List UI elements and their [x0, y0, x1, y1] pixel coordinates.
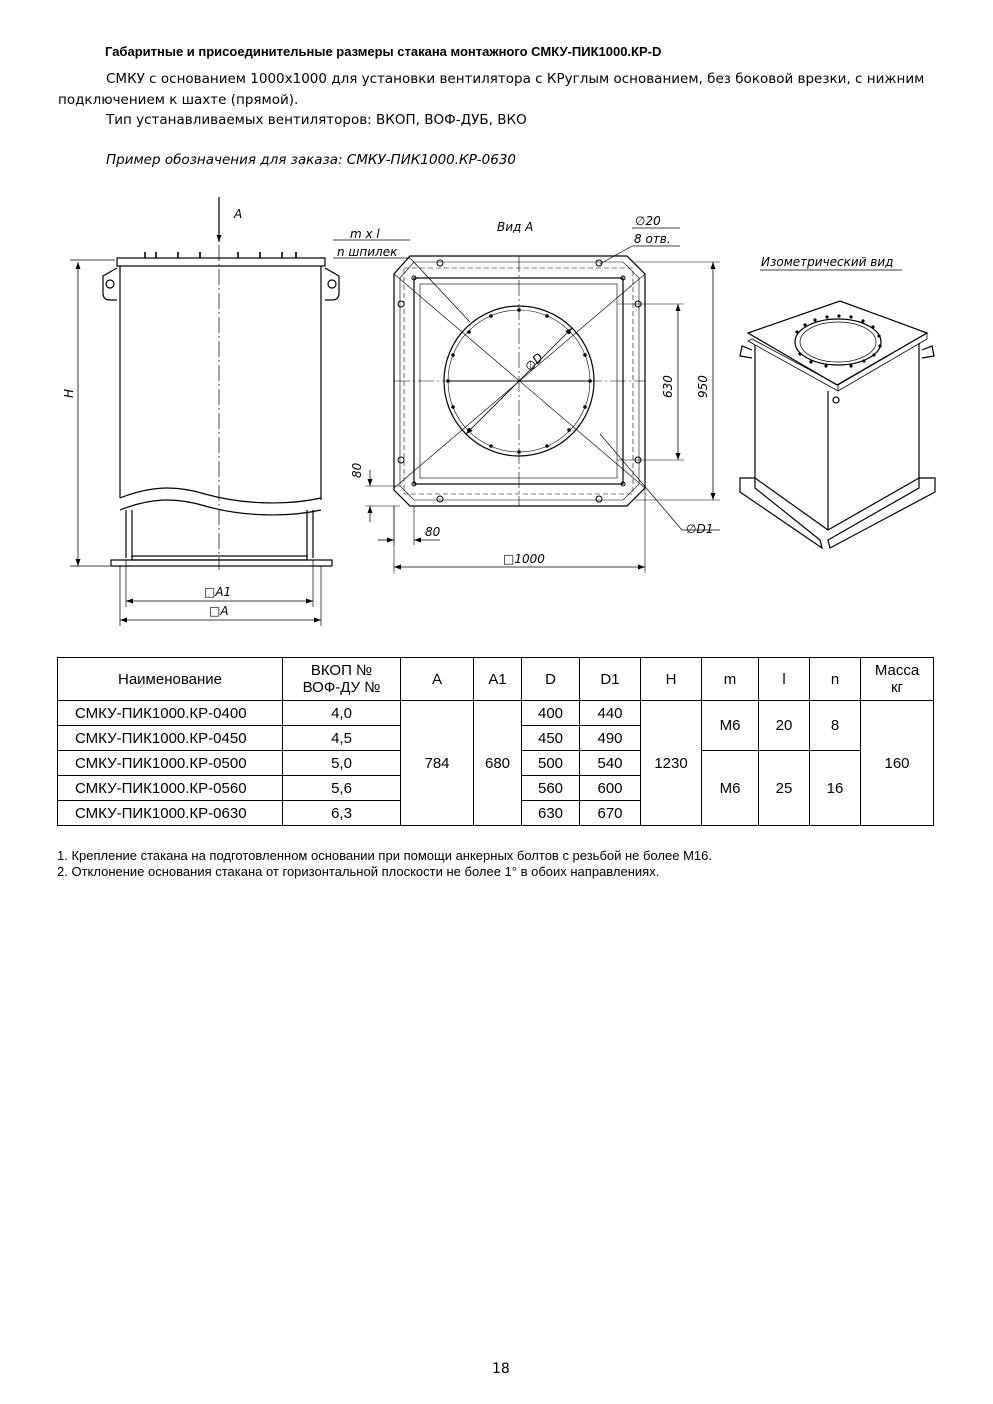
header-mass: Масса кг — [861, 658, 934, 701]
header-m: m — [702, 658, 759, 701]
cell-d1: 670 — [580, 801, 641, 826]
table-row — [58, 701, 934, 726]
cell-fan: 5,6 — [283, 776, 401, 801]
cell-h: 1230 — [641, 701, 702, 826]
view-arrow-label: A — [234, 207, 243, 221]
cell-n-group1: 8 — [810, 701, 861, 751]
studs-label-2: n шпилек — [337, 245, 398, 259]
header-d: D — [522, 658, 580, 701]
dim-80-vertical-label: 80 — [350, 462, 364, 478]
cell-name: СМКУ-ПИК1000.КР-0450 — [58, 726, 283, 751]
a-dim-label: □A — [209, 604, 229, 618]
dim-1000-label: □1000 — [503, 552, 545, 566]
cell-name: СМКУ-ПИК1000.КР-0630 — [58, 801, 283, 826]
technical-drawing — [0, 185, 993, 635]
page-title: Габаритные и присоединительные размеры стакана монтажного СМКУ-ПИК1000.КР-D — [105, 44, 662, 59]
cell-fan: 4,5 — [283, 726, 401, 751]
cell-m-group2: M6 — [702, 751, 759, 826]
description-line-1: СМКУ с основанием 1000х1000 для установки вентилятора с КРуглым основанием, без боковой врезки, с нижним — [106, 71, 925, 87]
header-n: n — [810, 658, 861, 701]
cell-d1: 540 — [580, 751, 641, 776]
cell-a: 784 — [401, 701, 474, 826]
cell-fan: 6,3 — [283, 801, 401, 826]
notes — [57, 848, 712, 880]
cell-name: СМКУ-ПИК1000.КР-0560 — [58, 776, 283, 801]
cell-m-group1: M6 — [702, 701, 759, 751]
cell-d: 630 — [522, 801, 580, 826]
cell-mass: 160 — [861, 701, 934, 826]
fan-types-text: Тип устанавливаемых вентиляторов: ВКОП, ВОФ-ДУБ, ВКО — [106, 112, 527, 128]
note-2: 2. Отклонение основания стакана от горизонтальной плоскости не более 1° в обоих направлениях. — [57, 864, 660, 879]
cell-d1: 490 — [580, 726, 641, 751]
top-view — [333, 228, 720, 573]
a1-dim-label: □A1 — [204, 585, 232, 599]
side-view — [70, 197, 339, 626]
cell-name: СМКУ-ПИК1000.КР-0500 — [58, 751, 283, 776]
iso-view-label: Изометрический вид — [761, 255, 894, 269]
cell-d: 500 — [522, 751, 580, 776]
header-d1: D1 — [580, 658, 641, 701]
order-example-text: Пример обозначения для заказа: СМКУ-ПИК1000.КР-0630 — [106, 152, 516, 168]
holes-label-2: 8 отв. — [634, 232, 671, 246]
iso-studs — [795, 314, 881, 367]
header-h: H — [641, 658, 702, 701]
side-studs — [145, 252, 296, 258]
dim-80-horizontal-label: 80 — [425, 525, 441, 539]
holes-label-1: ∅20 — [635, 214, 661, 228]
specification-table — [57, 657, 934, 826]
cell-d1: 600 — [580, 776, 641, 801]
header-name: Наименование — [58, 658, 283, 701]
iso-view — [740, 301, 935, 548]
cell-l-group1: 20 — [759, 701, 810, 751]
dim-630-label: 630 — [661, 375, 675, 398]
header-fan: ВКОП № ВОФ-ДУ № — [283, 658, 401, 701]
cell-n-group2: 16 — [810, 751, 861, 826]
table-header-row — [58, 658, 934, 701]
note-1: 1. Крепление стакана на подготовленном основании при помощи анкерных болтов с резьбой не более М16. — [57, 848, 712, 863]
header-l: l — [759, 658, 810, 701]
diameter-d1-label: ∅D1 — [686, 522, 714, 536]
cell-name: СМКУ-ПИК1000.КР-0400 — [58, 701, 283, 726]
header-a1: A1 — [474, 658, 522, 701]
studs-label-1: m x l — [350, 227, 380, 241]
diameter-d-label: ∅D — [522, 350, 547, 375]
description-line-2: подключением к шахте (прямой). — [58, 92, 299, 108]
header-a: A — [401, 658, 474, 701]
page-number: 18 — [492, 1361, 510, 1377]
cell-fan: 5,0 — [283, 751, 401, 776]
dim-950-label: 950 — [696, 375, 710, 398]
cell-fan: 4,0 — [283, 701, 401, 726]
cell-d: 400 — [522, 701, 580, 726]
cell-l-group2: 25 — [759, 751, 810, 826]
height-dim-label: H — [62, 388, 76, 398]
cell-d1: 440 — [580, 701, 641, 726]
top-view-label: Вид А — [497, 220, 534, 234]
cell-a1: 680 — [474, 701, 522, 826]
cell-d: 560 — [522, 776, 580, 801]
cell-d: 450 — [522, 726, 580, 751]
